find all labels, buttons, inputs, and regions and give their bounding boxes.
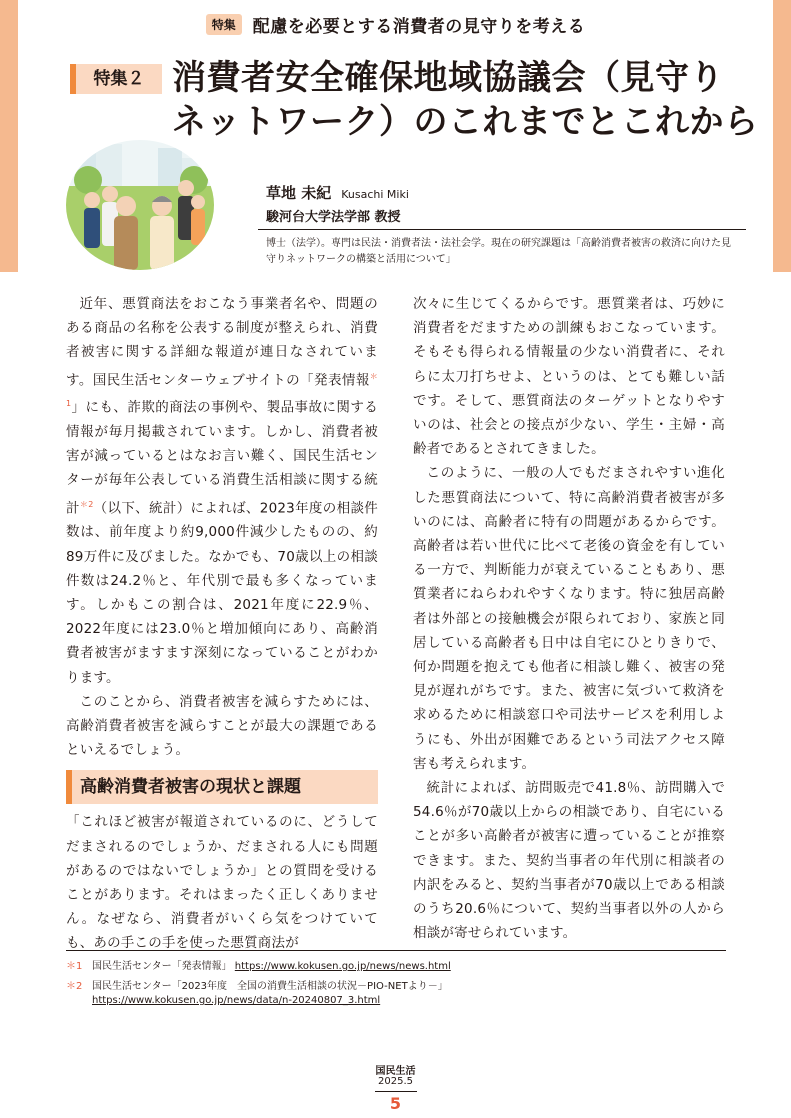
author-affiliation: 駿河台大学法学部 教授: [266, 210, 401, 225]
paragraph: 統計によれば、訪問販売で41.8％、訪問購入で54.6％が70歳以上からの相談であり、自宅にいることが多い高齢者が被害に遭っていることが推察できます。また、契約当事者の年代別に相談者の内訳をみると、契約当事者が70歳以上である相談のうち20.6％について、契約当事者以外の人から相談が寄せられています。: [413, 780, 725, 942]
people-illustration-icon: [66, 140, 214, 270]
paragraph: [66, 292, 378, 690]
author-divider: [258, 229, 746, 230]
footnote-label: 国民生活センター「2023年度 全国の消費生活相談の状況－PIO-NETより－」: [92, 981, 448, 992]
page-title: [172, 56, 762, 144]
paragraph-text: 」にも、詐欺的商法の事例や、製品事故に関する情報が毎月掲載されています。しかし、消費者被害が減っているとはなお言い難く、国民生活センターが毎年公表している消費生活相談に関する統計: [66, 399, 378, 517]
footnote-text: [92, 980, 448, 1008]
paragraph-text: 近年、悪質商法をおこなう事業者名や、問題のある商品の名称を公表する制度が整えられ、消費者被害に関する詳細な報道が連日なされています。国民生活センターウェブサイトの「発表情報: [66, 296, 378, 389]
page-number: 5: [389, 1094, 402, 1113]
title-line-2: ネットワーク）のこれまでとこれから: [172, 102, 759, 142]
body-column-right: [413, 292, 725, 945]
footnote-link[interactable]: https://www.kokusen.go.jp/news/news.html: [234, 961, 451, 972]
footnote-link[interactable]: https://www.kokusen.go.jp/news/data/n-20240807_3.html: [92, 995, 381, 1006]
issue-date: 2025.5: [378, 1076, 413, 1087]
footnotes: [66, 960, 726, 1014]
author-name-roman: Kusachi Miki: [341, 188, 409, 201]
magazine-name: 国民生活: [375, 1066, 416, 1077]
footnote-1: [66, 960, 726, 974]
author-name-jp: 草地 未紀: [266, 184, 332, 202]
footnote-divider: [66, 950, 726, 951]
footnote-2: [66, 980, 726, 1008]
author-bio: 博士（法学）。専門は民法・消費者法・法社会学。現在の研究課題は「高齢消費者被害の救済に向けた見守りネットワークの構築と活用について」: [266, 238, 731, 265]
footer-divider: [375, 1091, 417, 1092]
illustration-people: [66, 140, 214, 270]
section-heading: 高齢消費者被害の現状と課題: [66, 770, 378, 804]
left-decor-bar: [0, 0, 18, 272]
feature-tag: 特集２: [70, 64, 162, 94]
body-column-left: [66, 292, 378, 956]
footnote-label: 国民生活センター「発表情報」: [92, 961, 232, 972]
series-badge: 特集: [206, 14, 242, 35]
title-line-1: 消費者安全確保地域協議会（見守り: [172, 58, 724, 98]
footnote-mark: ＊1: [66, 961, 83, 972]
paragraph: このことから、消費者被害を減らすためには、高齢消費者被害を減らすことが最大の課題であるといえるでしょう。: [66, 693, 378, 759]
author-name: [266, 182, 409, 203]
paragraph: 次々に生じてくるからです。悪質業者は、巧妙に消費者をだますための訓練もおこなっています。そもそも得られる情報量の少ない消費者に、それらに太刀打ちせよ、というのは、とても難しい話です。そして、悪質商法のターゲットとなりやすいのは、社会との接点が少ない、学生・主婦・高齢者であるとされてきました。: [413, 296, 725, 458]
footnote-text: [92, 960, 451, 974]
paragraph: このように、一般の人でもだまされやすい進化した悪質商法について、特に高齢消費者被害が多いのには、高齢者に特有の問題があるからです。高齢者は若い世代に比べて老後の資金を有している一方で、判断能力が衰えていることもあり、悪質業者にねらわれやすくなります。特に独居高齢者は外部との接触機会が限られており、家族と同居している高齢者も日中は自宅にひとりきりで、何か問題を抱えても他者に相談し難く、被害の発見が遅れがちです。また、被害に気づいて救済を求めるために相談窓口や司法サービスを利用しようにも、外出が困難であるという司法アクセス障害も考えられます。: [413, 465, 725, 772]
paragraph: 「これほど被害が報道されているのに、どうしてだまされるのでしょうか、だまされる人にも問題があるのではないでしょうか」との質問を受けることがあります。それはまったく正しくありません。なぜなら、消費者がいくら気をつけていても、あの手この手を使った悪質商法が: [66, 814, 378, 952]
footnote-ref-2: ＊2: [79, 499, 94, 509]
right-decor-bar: [773, 0, 791, 272]
series-title: 配慮を必要とする消費者の見守りを考える: [252, 17, 586, 37]
footnote-ref-1: ＊1: [66, 371, 378, 409]
paragraph-text: （以下、統計）によれば、2023年度の相談件数は、前年度より約9,000件減少したものの、約89万件に及びました。なかでも、70歳以上の相談件数は24.2％と、年代別で最も多くなっています。しかもこの割合は、2021年度に22.9％、2022年度には23.0％と増加傾向にあり、高齢消費者被害がますます深刻になっていることがわかります。: [66, 500, 378, 686]
series-header: [0, 12, 791, 37]
footnote-mark: ＊2: [66, 981, 83, 992]
